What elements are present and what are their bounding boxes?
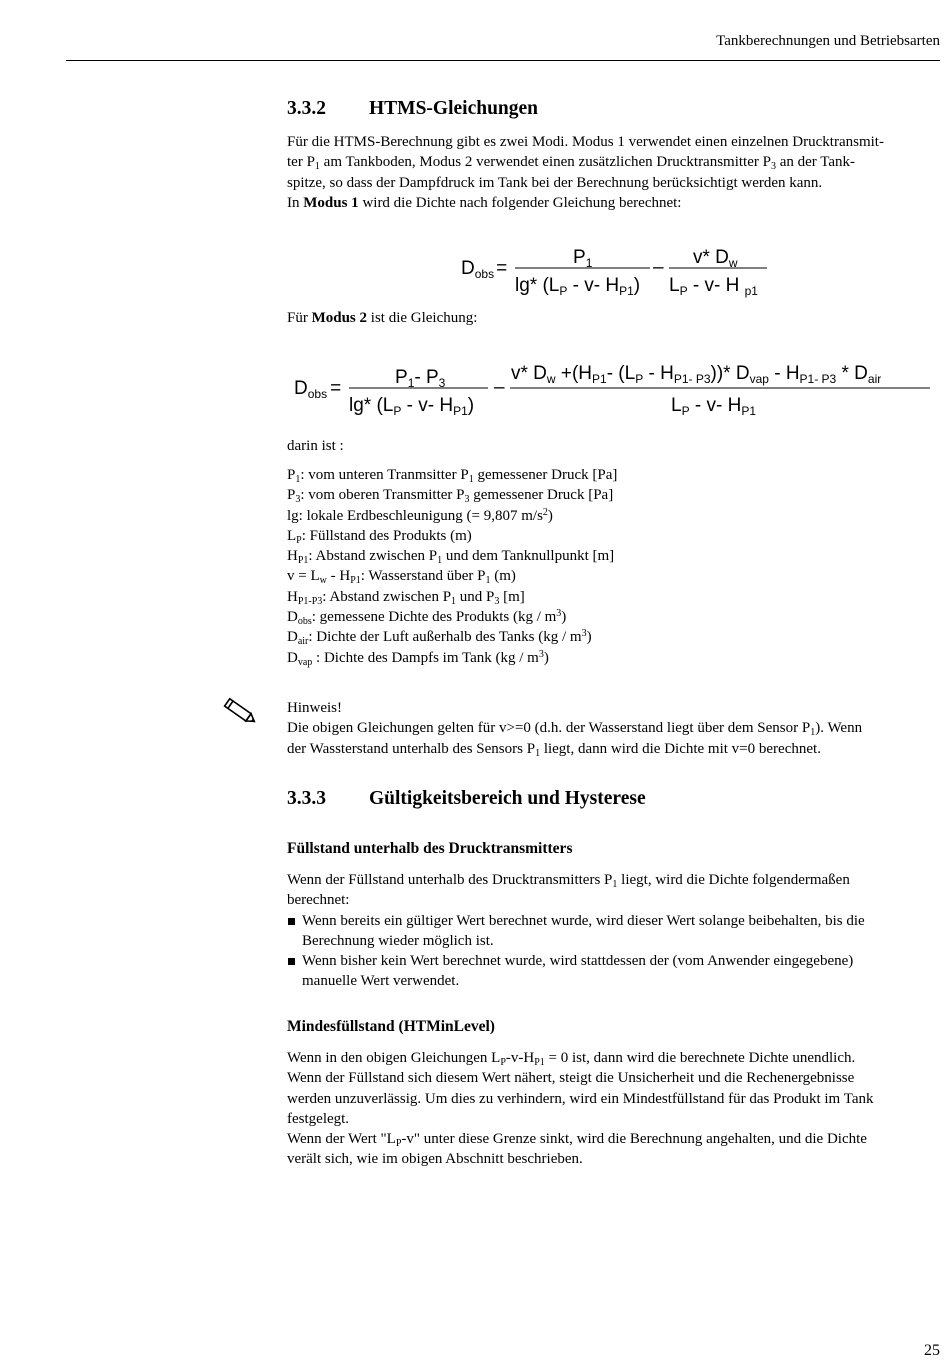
fuellstand-paragraph: Wenn der Füllstand unterhalb des Drucktransmitters $P_1$ liegt, wird die Dichte folgendermaßen berechnet: Wenn bereits ein gültiger Wert berechnet wurde, wird dieser Wert solange beibehalten, bis die Berechnung wieder möglich ist. Wenn bisher kein Wert berechnet wurde, wird stattdessen der (vom Anwender eingegebene) manuelle Wert verwendet.: [287, 870, 942, 992]
svg-text:lg* (LP - v- HP1): lg* ($L_P - v-$ $H_{P1}$): [349, 395, 475, 418]
svg-text:–: –: [494, 377, 505, 398]
section-heading-332: [287, 98, 942, 120]
definition-item: $P_1$: vom unteren Tranmsitter $P_1$ gemessener Druck [Pa]: [287, 467, 618, 485]
definition-item: $D_{obs}$: gemessene Dichte des Produkts $(kg / m^3)$: [287, 608, 567, 628]
section-title: Gültigkeitsbereich und Hysterese: [369, 788, 646, 809]
section-number: 3.3.3: [287, 788, 326, 809]
note-block: Hinweis! Die obigen Gleichungen gelten für v>=0 (d.h. der Wasserstand liegt über dem Sensor $P_1$). Wenn der Wassterstand unterhalb des Sensors $P_1$ liegt, dann wird die Dichte mit v=0 berechnet.: [287, 698, 942, 759]
mode2-intro: Für Modus 2 ist die Gleichung:: [287, 310, 478, 326]
intro-paragraph: Für die HTMS-Berechnung gibt es zwei Modi. Modus 1 verwendet einen einzelnen Drucktransmit- ter $P_1$ am Tankboden, Modus 2 verwendet einen zusätzlichen Drucktransmitter $P_3$ an der Tank- spitze, so dass der Dampfdruck im Tank bei der Berechnung berücksichtigt werden kann. In Modus 1 wird die Dichte nach folgender Gleichung berechnet:: [287, 134, 884, 211]
definition-item: $P_3$: vom oberen Transmitter $P_3$ gemessener Druck [Pa]: [287, 487, 614, 506]
note-title: Hinweis!: [287, 700, 342, 716]
definition-item: lg: lokale Erdbeschleunigung (= 9,807 $m/s^2$): [287, 506, 553, 524]
svg-text:lg* (LP - v- HP1): lg* ($L_P - v-$ $H_{P1}$): [515, 275, 641, 298]
definition-item: $D_{vap}$ : Dichte des Dampfs im Tank $(kg / m^3)$: [287, 648, 549, 668]
definition-item: $L_P$: Füllstand des Produkts (m): [287, 527, 472, 546]
svg-text:Dobs=: $D_{obs}$ =: [461, 258, 508, 281]
svg-text:P1- P3: $P_1-$ $P_3$: [395, 367, 446, 390]
definition-item: $H_{P1}$: Abstand zwischen $P_1$ und dem Tanknullpunkt [m]: [287, 548, 615, 567]
section-title: HTMS-Gleichungen: [369, 98, 539, 119]
list-item: Wenn bereits ein gültiger Wert berechnet wurde, wird dieser Wert solange beibehalten, bis die Berechnung wieder möglich ist.: [287, 911, 942, 952]
svg-text:v* Dw: v* $D_w$: [693, 247, 738, 270]
bullet-list: [287, 911, 942, 992]
header-rule: [66, 60, 940, 61]
svg-text:Dobs=: $D_{obs}$ =: [294, 378, 342, 401]
definition-item: $D_{air}$: Dichte der Luft außerhalb des Tanks $(kg / m^3)$: [287, 628, 592, 648]
subheading-fuellstand: Füllstand unterhalb des Drucktransmitters: [287, 840, 573, 857]
equation-mode-2: [288, 356, 933, 422]
svg-text:P1: $P_1$: [573, 247, 593, 270]
mindesfuellstand-paragraph: Wenn in den obigen Gleichungen $L_P-v-H_{P1} = 0$ ist, dann wird die berechnete Dichte unendlich. Wenn der Füllstand sich diesem Wert nähert, steigt die Unsicherheit und die Rechenergebnisse werden unzuverlässig. Um dies zu verhindern, wird ein Mindestfüllstand für das Produkt im Tank festgelegt. Wenn der Wert "$L_P-v$" unter diese Grenze sinkt, wird die Berechnung angehalten, und die Dichte verält sich, wie im obigen Abschnitt beschrieben.: [287, 1050, 874, 1168]
svg-text:v* Dw +(HP1- (LP - HP1- P3))*: v* $D_w +(H_{P1}-$ $(L_P - H_{P1- P3}))*$ $D_{vap} - H_{P1- P3} * D_{air}$: [511, 363, 882, 386]
section-heading-333: [287, 788, 942, 810]
darin-label: darin ist :: [287, 438, 344, 454]
svg-text:–: –: [653, 257, 664, 278]
page-number: 25: [924, 1342, 940, 1359]
definitions-list: [287, 465, 942, 668]
subheading-mindesfuellstand: Mindesfüllstand (HTMinLevel): [287, 1018, 495, 1035]
svg-text:LP - v- HP1: $L_P - v-$ $H_{P1}$: [671, 395, 756, 418]
list-item: Wenn bisher kein Wert berechnet wurde, wird stattdessen der (vom Anwender eingegebene) manuelle Wert verwendet.: [287, 951, 942, 992]
section-number: 3.3.2: [287, 98, 326, 119]
running-header: Tankberechnungen und Betriebsarten: [716, 33, 940, 49]
svg-text:LP - v- H p1: $L_P - v-$ H $_{p1}$: [669, 275, 758, 298]
pencil-icon: [220, 696, 260, 728]
equation-mode-1: [455, 236, 775, 306]
definition-item: $H_{P1-P3}$: Abstand zwischen $P_1$ und $P_3$ [m]: [287, 588, 525, 607]
definition-item: $v = L_w - H_{P1}$: Wasserstand über $P_1$ (m): [287, 568, 516, 587]
